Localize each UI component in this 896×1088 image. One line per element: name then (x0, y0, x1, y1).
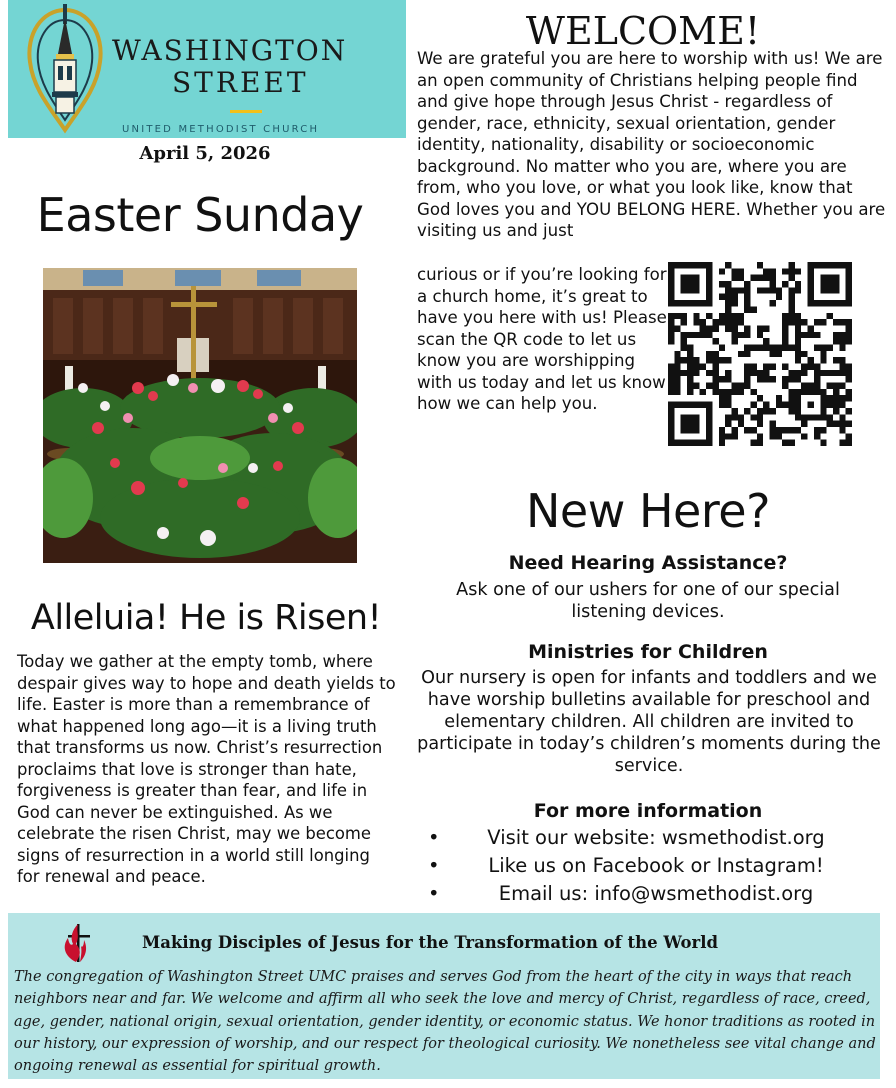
more-info-list (428, 824, 884, 908)
bullet-icon: • (428, 826, 440, 849)
more-info-heading: For more information (533, 800, 763, 822)
drop-initial: T (17, 652, 25, 671)
children-ministry-text: Our nursery is open for infants and toddlers and we have worship bulletins available for preschool and elementary children. All children are invited to participate in today’s children’s moments during the service. (417, 668, 881, 776)
cross-and-flame-icon (58, 922, 92, 964)
reflection-text: oday we gather at the empty tomb, where despair gives way to hope and death yields to life. Easter is more than a remembrance of what happened long ago—it is a living truth that transforms us now. Christ’s resurrection proclaims that love is stronger than hate, forgiveness is greater than fear, and life in God can never be extinguished. As we celebrate the risen Christ, may we become signs of resurrection in a world still longing for renewal and peace. (17, 652, 396, 886)
alleluia-heading: Alleluia! He is Risen! (30, 598, 382, 638)
congregation-statement: The congregation of Washington Street UMC praises and serves God from the heart of the city in ways that reach neighbors near and far. We welcome and affirm all who seek the love and mercy of Christ, regardless of race, creed, age, gender, national origin, sexual orientation, gender identity, or economic status. We honor traditions as rooted in our history, our expression of worship, and our respect for theological curiosity. We nonetheless see vital change and ongoing renewal as essential for spiritual growth. (14, 969, 876, 1075)
logo-line1: WASHINGTON (112, 34, 348, 67)
info-social-text: Like us on Facebook or Instagram! (488, 854, 824, 877)
steeple-emblem-icon (22, 4, 108, 136)
bullet-icon: • (428, 882, 440, 905)
mission-statement: Making Disciples of Jesus for the Transformation of the World (142, 933, 719, 952)
children-ministry-heading: Ministries for Children (528, 641, 768, 663)
logo-line2: STREET (172, 66, 309, 99)
info-social (428, 852, 884, 880)
info-website-text[interactable]: Visit our website: wsmethodist.org (487, 826, 825, 849)
new-here-heading: New Here? (526, 484, 770, 538)
hearing-assistance-heading: Need Hearing Assistance? (508, 552, 788, 574)
bullet-icon: • (428, 854, 440, 877)
welcome-paragraph-continued: curious or if you’re looking for a church home, it’s great to have you here with us! Please scan the QR code to let us know you are worshipping with us today and let us know how we can help you. (417, 265, 667, 413)
qr-code[interactable] (668, 262, 852, 446)
info-email-text[interactable]: Email us: info@wsmethodist.org (498, 882, 814, 905)
info-email (428, 880, 884, 908)
easter-altar-photo (43, 268, 357, 563)
easter-reflection (17, 651, 397, 888)
page-title: Easter Sunday (36, 188, 364, 242)
logo-divider (230, 110, 262, 113)
service-date: April 5, 2026 (139, 143, 271, 164)
church-logo (8, 0, 406, 138)
hearing-assistance-text: Ask one of our ushers for one of our special listening devices. (456, 580, 840, 622)
welcome-heading: WELCOME! (525, 9, 761, 53)
logo-subtitle: UNITED METHODIST CHURCH (122, 124, 320, 135)
info-website (428, 824, 884, 852)
welcome-paragraph: We are grateful you are here to worship with us! We are an open community of Christians helping people find and give hope through Jesus Christ - regardless of gender, race, ethnicity, sexual orientation, gender identity, nationality, disability or socioeconomic background. No matter who you are, where you are from, who you love, or what you look like, know that God loves you and YOU BELONG HERE. Whether you are visiting us and just (417, 49, 886, 240)
